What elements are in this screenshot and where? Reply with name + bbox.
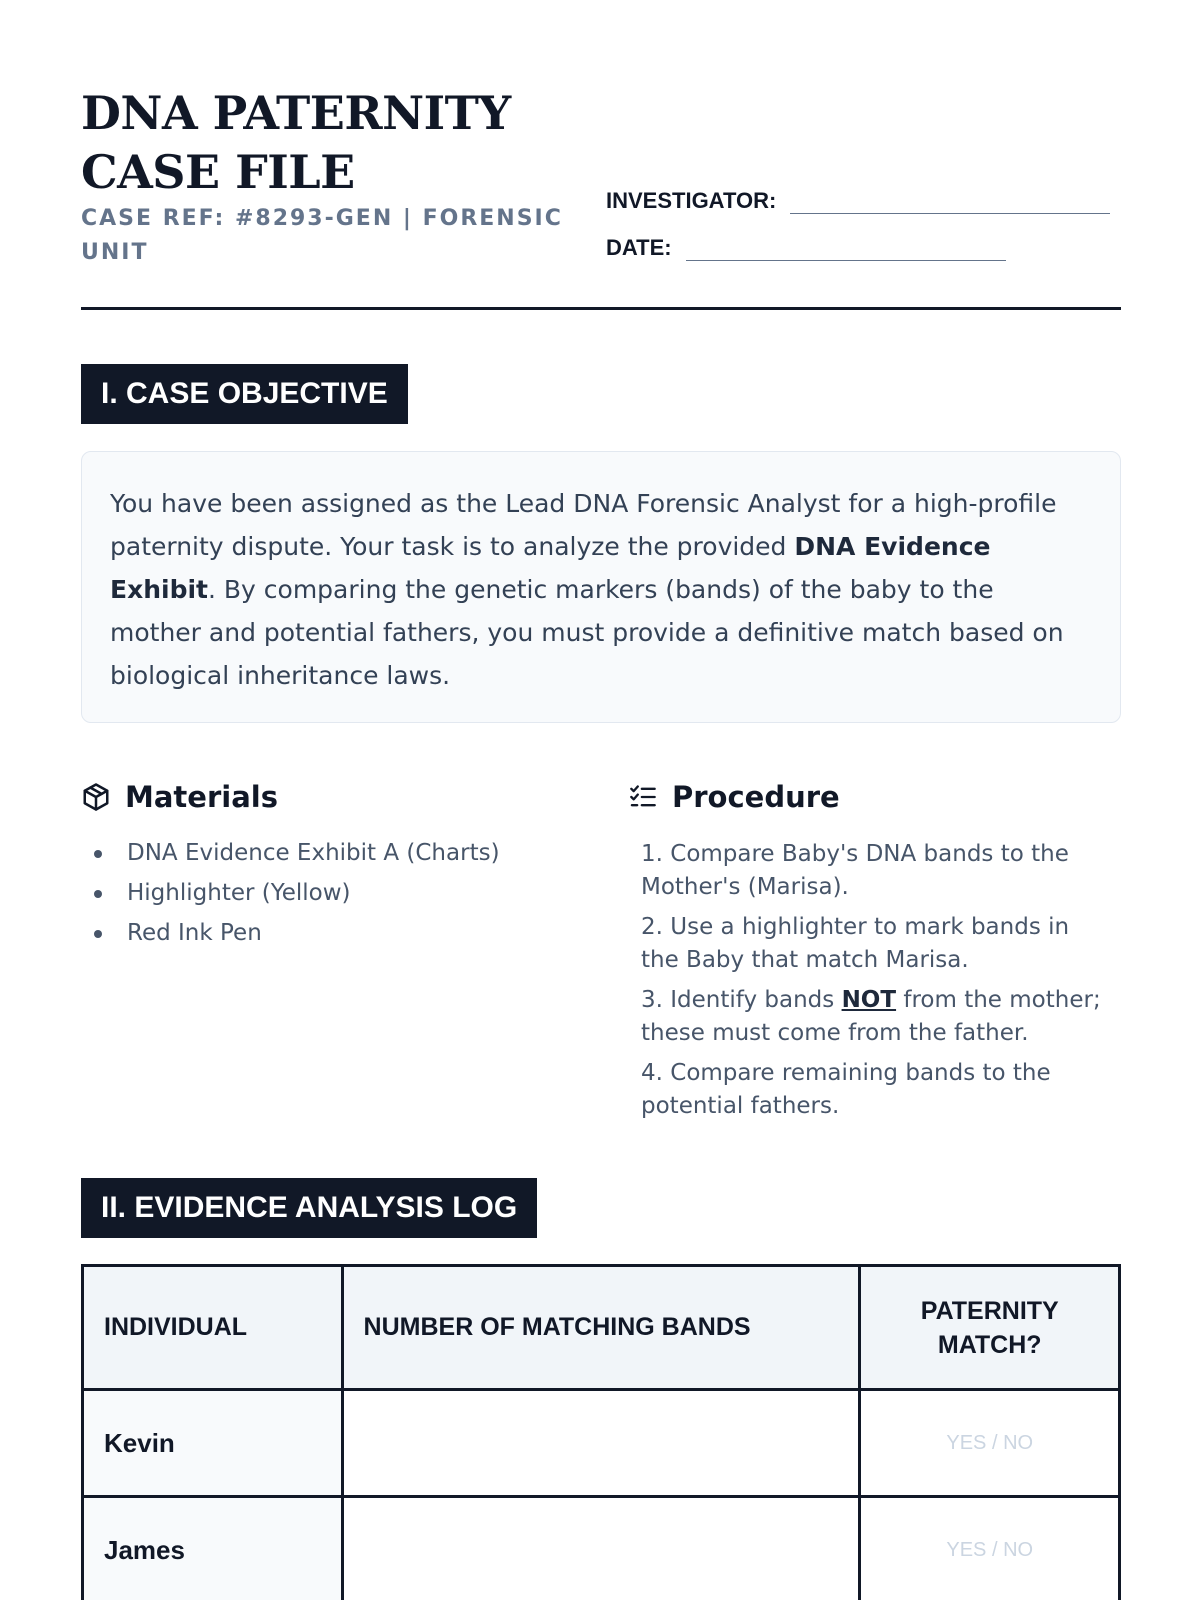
objective-text-part-1: You have been assigned as the Lead DNA Forensic Analyst for a high-profile paternity dispute. Your task is to analyze the provided <box>110 489 1057 561</box>
procedure-step-1: 1. Compare Baby's DNA bands to the Mother's (Marisa). <box>641 841 1069 900</box>
checklist-icon <box>628 783 658 811</box>
list-item: Red Ink Pen <box>92 918 500 958</box>
list-item: Highlighter (Yellow) <box>92 878 500 918</box>
date-label: DATE: <box>606 235 672 260</box>
procedure-heading-text: Procedure <box>672 780 840 814</box>
matching-bands-cell[interactable] <box>342 1390 860 1497</box>
section-heading-case-objective: I. CASE OBJECTIVE <box>81 364 408 424</box>
table-header-row <box>83 1266 1120 1390</box>
case-objective-box <box>81 451 1121 723</box>
page-title-line-2: CASE FILE <box>81 145 355 199</box>
page-title <box>81 84 541 202</box>
column-header-matching-bands: NUMBER OF MATCHING BANDS <box>342 1266 860 1390</box>
procedure-step-3-emphasis: NOT <box>841 987 897 1013</box>
materials-list <box>92 838 500 958</box>
list-item: DNA Evidence Exhibit A (Charts) <box>92 838 500 878</box>
investigator-label: INVESTIGATOR: <box>606 188 777 213</box>
procedure-step-2: 2. Use a highlighter to mark bands in the Baby that match Marisa. <box>641 914 1070 973</box>
procedure-step-4: 4. Compare remaining bands to the potential fathers. <box>641 1060 1051 1119</box>
investigator-field <box>606 188 1110 214</box>
column-header-individual: INDIVIDUAL <box>83 1266 343 1390</box>
individual-name: James <box>83 1497 343 1600</box>
case-reference-line-2: UNIT <box>81 240 149 265</box>
investigator-blank-line[interactable] <box>790 194 1110 214</box>
materials-heading-text: Materials <box>125 780 278 814</box>
column-header-paternity-match: PATERNITY MATCH? <box>860 1266 1120 1390</box>
box-icon <box>81 781 111 813</box>
page-header <box>81 84 1121 310</box>
objective-text-bold: DNA Evidence Exhibit <box>110 532 991 604</box>
date-blank-line[interactable] <box>686 241 1006 261</box>
materials-heading <box>81 780 278 814</box>
case-reference <box>81 202 581 270</box>
paternity-match-cell[interactable]: YES / NO <box>860 1390 1120 1497</box>
evidence-analysis-table <box>81 1264 1121 1600</box>
individual-name: Kevin <box>83 1390 343 1497</box>
page-title-line-1: DNA PATERNITY <box>81 86 511 140</box>
table-row <box>83 1390 1120 1497</box>
section-heading-evidence-log: II. EVIDENCE ANALYSIS LOG <box>81 1178 537 1238</box>
procedure-heading <box>628 780 840 814</box>
objective-text-part-2: . By comparing the genetic markers (bands) of the baby to the mother and potential fathers, you must provide a definitive match based on biological inheritance laws. <box>110 575 1064 690</box>
date-field <box>606 235 1006 261</box>
procedure-step-3 <box>641 984 1101 1050</box>
procedure-step-3-post: from the mother; these must come from the father. <box>641 987 1101 1046</box>
paternity-match-cell[interactable]: YES / NO <box>860 1497 1120 1600</box>
case-reference-line-1: CASE REF: #8293-GEN | FORENSIC <box>81 206 563 231</box>
matching-bands-cell[interactable] <box>342 1497 860 1600</box>
procedure-step-3-pre: 3. Identify bands <box>641 987 842 1013</box>
procedure-list <box>641 838 1101 1130</box>
table-row <box>83 1497 1120 1600</box>
